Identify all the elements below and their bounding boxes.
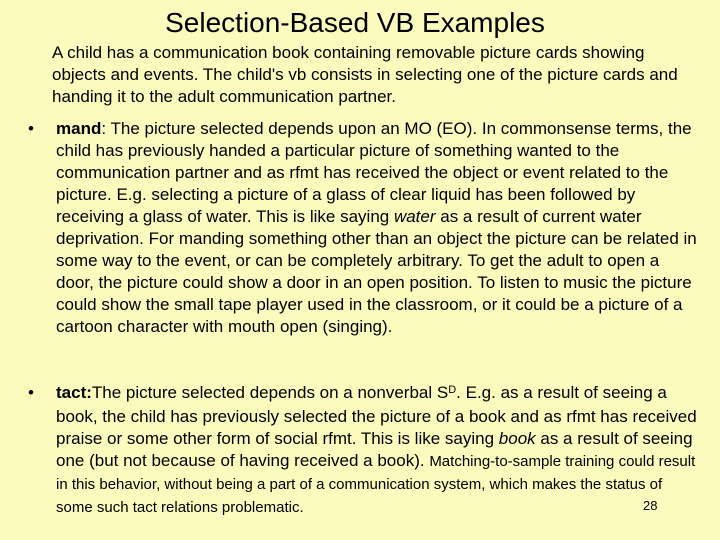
tact-note: Matching-to-sample training could result in this behavior, without being a part of a communication system, which makes the status of some such tact relations problematic. [56, 453, 696, 516]
bullet-mand [28, 118, 698, 338]
bullet-dot: • [28, 383, 34, 402]
slide-title: Selection-Based VB Examples [165, 7, 545, 38]
tact-example: . E.g. as a result of seeing a book, the child has previously selected the picture of a book and as rfmt has received praise or some other form of social rfmt. This is like saying [56, 383, 697, 448]
bullet-mand-text [56, 118, 698, 338]
tact-definition: The picture selected depends on a nonverbal S [91, 383, 449, 402]
bullet-dot: • [28, 119, 34, 138]
mand-example-word: water [393, 207, 436, 226]
superscript-d: D [448, 384, 457, 396]
mand-explanation: as a result of current water deprivation. For manding something other than an object the picture can be related in some way to the event, or can be completely arbitrary. To get the adult to open a door, the picture could show a door in an open position. To listen to music the picture could show the small tape player used in the classroom, or it could be a picture of a cartoon character with mouth open (singing). [56, 207, 697, 336]
tact-example-word: book [498, 429, 536, 448]
bullet-tact-text [56, 382, 698, 519]
mand-definition: : The picture selected depends upon an MO (EO). In commonsense terms, the child has previously handed a particular picture of something wanted to the communication partner and as rfmt has received the object or event related to the picture. E.g. selecting a picture of a glass of clear liquid has been followed by receiving a glass of water. This is like saying [56, 119, 692, 226]
intro-paragraph: A child has a communication book containing removable picture cards showing objects and events. The child's vb consists in selecting one of the picture cards and handing it to the adult communication partner. [52, 43, 678, 106]
tact-explanation: as a result of seeing one (but not because of having received a book). [56, 429, 693, 470]
page-number: 28 [643, 498, 658, 513]
term-tact: tact: [56, 383, 92, 402]
bullet-tact [28, 382, 698, 519]
term-mand: mand [56, 119, 102, 138]
